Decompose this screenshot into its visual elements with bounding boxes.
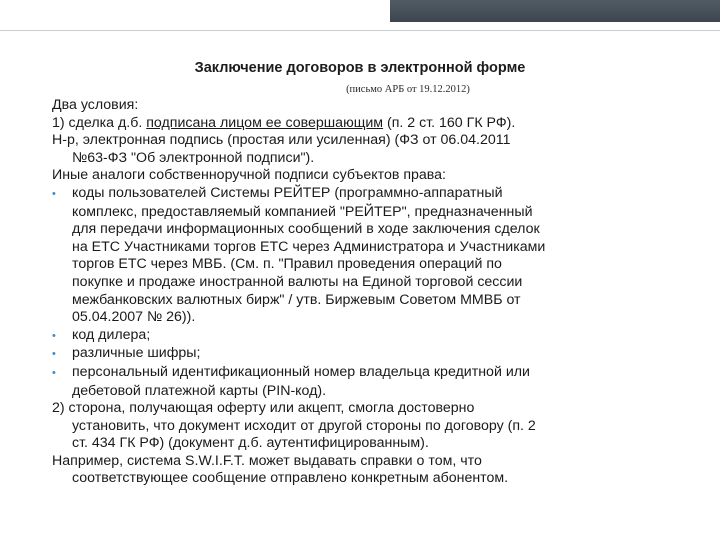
- bullet-text: торгов ЕТС через МВБ. (См. п. "Правил проведения операций по: [72, 256, 502, 273]
- bullet-text: коды пользователей Системы РЕЙТЕР (программно-аппаратный: [72, 184, 503, 201]
- underlined-text: подписана лицом ее совершающим: [146, 114, 384, 131]
- text-span: (п. 2 ст. 160 ГК РФ).: [383, 114, 516, 131]
- text-span: 1) сделка д.б.: [52, 114, 147, 131]
- bullet-icon: •: [52, 366, 56, 379]
- slide-title: Заключение договоров в электронной форме: [194, 60, 526, 76]
- text-line: 2) сторона, получающая оферту или акцепт, смогла достоверно: [52, 400, 475, 417]
- bullet-item: [52, 345, 682, 364]
- bullet-item: [52, 185, 682, 327]
- bullet-icon: •: [52, 187, 56, 200]
- bullet-text: комплекс, предоставляемый компанией "РЕЙТЕР", предназначенный: [72, 203, 533, 220]
- text-line: ст. 434 ГК РФ) (документ д.б. аутентифицированным).: [72, 435, 429, 452]
- text-line: Н-р, электронная подпись (простая или усиленная) (ФЗ от 06.04.2011: [52, 132, 511, 149]
- bullet-text: на ЕТС Участниками торгов ЕТС через Администратора и Участниками: [72, 238, 546, 255]
- bullet-icon: •: [52, 329, 56, 342]
- slide-subtitle: (письмо АРБ от 19.12.2012): [346, 84, 470, 95]
- bullet-text: 05.04.2007 № 26)).: [72, 309, 196, 326]
- bullet-text: межбанковских валютных бирж" / утв. Биржевым Советом ММВБ от: [72, 291, 521, 308]
- bullet-icon: •: [52, 348, 56, 361]
- bullet-item: [52, 364, 682, 400]
- slide-header-bar: [0, 0, 720, 40]
- text-line: соответствующее сообщение отправлено конкретным абонентом.: [72, 470, 509, 487]
- bullet-item: [52, 327, 682, 346]
- bullet-text: для передачи информационных сообщений в ходе заключения сделок: [72, 221, 540, 238]
- header-dark-band: [390, 0, 720, 22]
- slide-body: [52, 97, 682, 488]
- bullet-text: покупке и продаже иностранной валюты на Единой торговой сессии: [72, 273, 523, 290]
- text-line: Иные аналоги собственноручной подписи субъектов права:: [52, 167, 447, 184]
- text-line: №63-ФЗ "Об электронной подписи").: [72, 149, 315, 166]
- text-line: Например, система S.W.I.F.T. может выдавать справки о том, что: [52, 452, 482, 469]
- condition-one: [52, 115, 682, 133]
- bullet-text: код дилера;: [72, 326, 151, 343]
- bullet-text: персональный идентификационный номер владельца кредитной или: [72, 363, 530, 380]
- bullet-text: дебетовой платежной карты (PIN-код).: [72, 382, 327, 399]
- bullet-text: различные шифры;: [72, 345, 201, 362]
- text-line: установить, что документ исходит от другой стороны по договору (п. 2: [72, 417, 536, 434]
- text-line: Два условия:: [52, 97, 139, 113]
- header-rule: [0, 30, 720, 31]
